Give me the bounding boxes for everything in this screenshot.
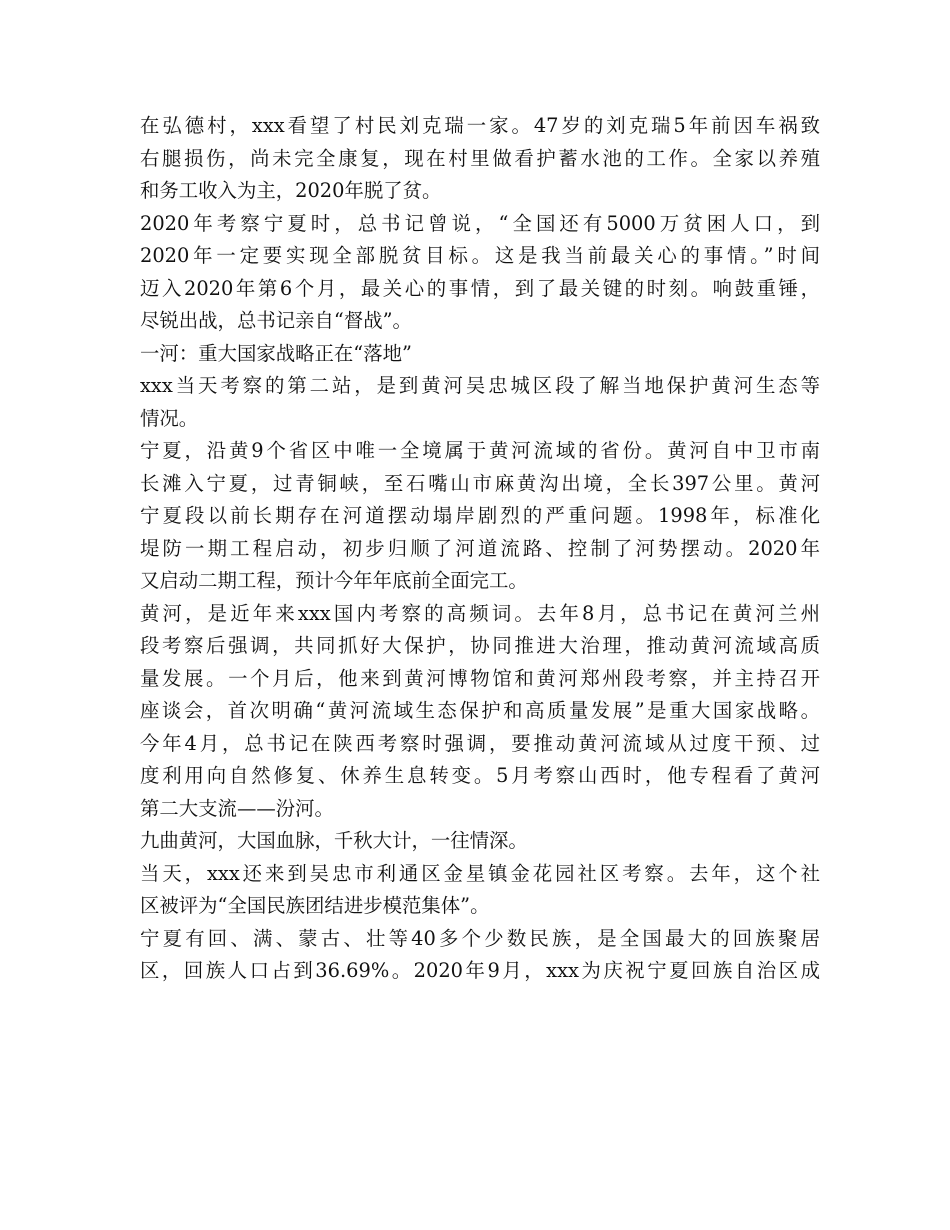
- text-line: 度利用向自然修复、休养生息转变。5月考察山西时，他专程看了黄河: [140, 764, 820, 787]
- text-line: 当天，xxx还来到吴忠市利通区金星镇金花园社区考察。去年，这个社: [140, 861, 820, 885]
- text-line: 又启动二期工程，预计今年年底前全面完工。: [140, 569, 528, 592]
- text-line: 情况。: [140, 406, 199, 430]
- text-line: 宁夏有回、满、蒙古、壮等40多个少数民族，是全国最大的回族聚居: [140, 926, 820, 950]
- text-line: 尽锐出战，总书记亲自“督战”。: [140, 309, 412, 332]
- text-line: 在弘德村，xxx看望了村民刘克瑞一家。47岁的刘克瑞5年前因车祸致: [140, 114, 820, 137]
- text-line: 宁夏段以前长期存在河道摆动塌岸剧烈的严重问题。1998年，标准化: [140, 504, 820, 527]
- text-line: 座谈会，首次明确“黄河流域生态保护和高质量发展”是重大国家战略。: [140, 699, 820, 722]
- text-line: 黄河，是近年来xxx国内考察的高频词。去年8月，总书记在黄河兰州: [140, 601, 820, 625]
- text-line: 右腿损伤，尚未完全康复，现在村里做看护蓄水池的工作。全家以养殖: [140, 146, 820, 170]
- text-line: 2020年一定要实现全部脱贫目标。这是我当前最关心的事情。”时间: [140, 244, 820, 267]
- document-body: [140, 110, 820, 988]
- text-line: 和务工收入为主，2020年脱了贫。: [140, 179, 442, 202]
- text-line: 区，回族人口占到36.69%。2020年9月，xxx为庆祝宁夏回族自治区成: [140, 959, 820, 982]
- text-line: 今年4月，总书记在陕西考察时强调，要推动黄河流域从过度干预、过: [140, 731, 820, 755]
- text-line: 第二大支流——汾河。: [140, 796, 334, 820]
- text-line: 区被评为“全国民族团结进步模范集体”。: [140, 894, 490, 917]
- text-line: 段考察后强调，共同抓好大保护，协同推进大治理，推动黄河流域高质: [140, 634, 820, 657]
- text-line: 长滩入宁夏，过青铜峡，至石嘴山市麻黄沟出境，全长397公里。黄河: [140, 471, 820, 495]
- text-line: 九曲黄河，大国血脉，千秋大计，一往情深。: [140, 829, 528, 852]
- text-line: 一河：重大国家战略正在“落地”: [140, 341, 412, 365]
- text-line: 量发展。一个月后，他来到黄河博物馆和黄河郑州段考察，并主持召开: [140, 666, 820, 690]
- text-line: 2020年考察宁夏时，总书记曾说，“全国还有5000万贫困人口，到: [140, 211, 820, 235]
- text-line: xxx当天考察的第二站，是到黄河吴忠城区段了解当地保护黄河生态等: [140, 374, 820, 397]
- text-line: 迈入2020年第6个月，最关心的事情，到了最关键的时刻。响鼓重锤，: [140, 276, 820, 300]
- text-line: 堤防一期工程启动，初步归顺了河道流路、控制了河势摆动。2020年: [140, 536, 820, 560]
- text-line: 宁夏，沿黄9个省区中唯一全境属于黄河流域的省份。黄河自中卫市南: [140, 439, 820, 462]
